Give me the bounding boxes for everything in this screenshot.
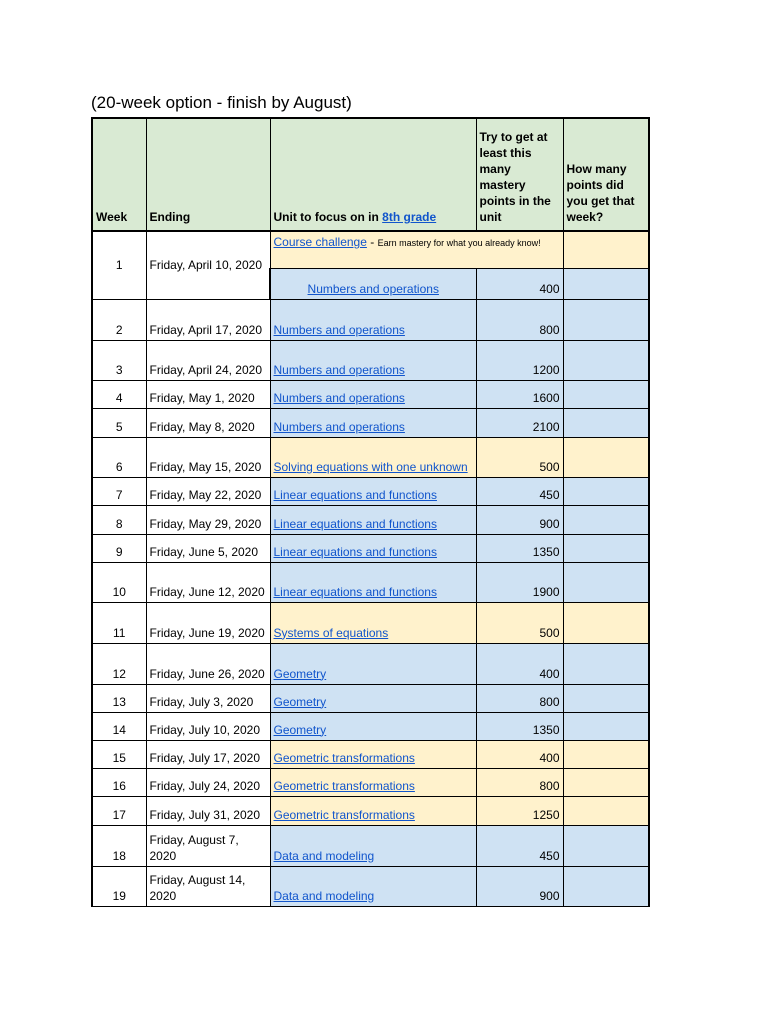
ending-cell: Friday, April 24, 2020 <box>146 340 270 380</box>
unit-link[interactable]: Data and modeling <box>273 848 375 863</box>
unit-link[interactable]: Geometry <box>273 722 327 737</box>
unit-link[interactable]: Linear equations and functions <box>273 487 437 502</box>
week-cell: 17 <box>92 796 146 825</box>
grade-link[interactable]: 8th grade <box>382 210 437 224</box>
points-got-cell[interactable] <box>563 643 649 684</box>
points-cell: 400 <box>476 740 563 768</box>
course-challenge-note: Earn mastery for what you already know! <box>377 238 541 248</box>
unit-cell <box>270 712 476 740</box>
table-row <box>92 380 649 408</box>
points-cell: 1350 <box>476 712 563 740</box>
table-row <box>92 643 649 684</box>
unit-cell <box>270 866 476 906</box>
unit-link[interactable]: Linear equations and functions <box>273 584 437 599</box>
points-cell: 800 <box>476 684 563 712</box>
unit-link[interactable]: Numbers and operations <box>273 362 405 377</box>
table-row <box>92 712 649 740</box>
unit-cell <box>270 477 476 505</box>
points-got-cell[interactable] <box>563 268 649 299</box>
points-cell: 1900 <box>476 562 563 602</box>
unit-link[interactable]: Linear equations and functions <box>273 516 437 531</box>
unit-link[interactable]: Linear equations and functions <box>273 544 437 559</box>
unit-cell <box>270 505 476 534</box>
points-got-cell[interactable] <box>563 684 649 712</box>
points-got-cell[interactable] <box>563 437 649 477</box>
week-cell: 2 <box>92 299 146 340</box>
unit-link[interactable]: Geometric transformations <box>273 778 415 793</box>
unit-link[interactable]: Numbers and operations <box>273 390 405 405</box>
table-row <box>92 340 649 380</box>
points-got-cell[interactable] <box>563 477 649 505</box>
unit-cell <box>270 602 476 643</box>
unit-link[interactable]: Geometric transformations <box>273 750 415 765</box>
points-got-cell[interactable] <box>563 380 649 408</box>
week-cell: 1 <box>92 231 146 299</box>
points-cell: 400 <box>476 643 563 684</box>
header-week: Week <box>92 118 146 231</box>
week-cell: 5 <box>92 408 146 437</box>
header-ending: Ending <box>146 118 270 231</box>
ending-cell: Friday, August 7, 2020 <box>146 825 270 866</box>
points-cell: 450 <box>476 825 563 866</box>
table-row <box>92 740 649 768</box>
ending-cell: Friday, July 10, 2020 <box>146 712 270 740</box>
course-challenge-cell <box>270 231 563 268</box>
unit-cell <box>270 340 476 380</box>
separator: - <box>366 235 378 249</box>
unit-cell <box>270 299 476 340</box>
week-cell: 16 <box>92 768 146 796</box>
points-cell: 800 <box>476 299 563 340</box>
points-got-cell[interactable] <box>563 562 649 602</box>
table-row <box>92 408 649 437</box>
table-row <box>92 684 649 712</box>
ending-cell: Friday, August 14, 2020 <box>146 866 270 906</box>
ending-cell: Friday, July 3, 2020 <box>146 684 270 712</box>
week-cell: 7 <box>92 477 146 505</box>
week-cell: 8 <box>92 505 146 534</box>
course-challenge-link[interactable]: Course challenge <box>273 235 367 249</box>
unit-cell <box>270 684 476 712</box>
points-got-cell[interactable] <box>563 602 649 643</box>
header-got: How many points did you get that week? <box>563 118 649 231</box>
points-cell: 400 <box>476 268 563 299</box>
table-row <box>92 505 649 534</box>
unit-cell <box>270 643 476 684</box>
points-got-cell[interactable] <box>563 796 649 825</box>
ending-cell: Friday, May 22, 2020 <box>146 477 270 505</box>
unit-link[interactable]: Numbers and operations <box>273 419 405 434</box>
week-cell: 14 <box>92 712 146 740</box>
unit-cell <box>270 437 476 477</box>
points-got-cell[interactable] <box>563 231 649 268</box>
points-cell: 450 <box>476 477 563 505</box>
ending-cell: Friday, July 31, 2020 <box>146 796 270 825</box>
ending-cell: Friday, July 24, 2020 <box>146 768 270 796</box>
points-got-cell[interactable] <box>563 866 649 906</box>
unit-link[interactable]: Solving equations with one unknown <box>273 459 468 474</box>
table-row <box>92 562 649 602</box>
points-cell: 1600 <box>476 380 563 408</box>
table-row <box>92 299 649 340</box>
ending-cell: Friday, May 15, 2020 <box>146 437 270 477</box>
points-cell: 900 <box>476 866 563 906</box>
week-cell: 15 <box>92 740 146 768</box>
points-cell: 1200 <box>476 340 563 380</box>
week-cell: 18 <box>92 825 146 866</box>
table-row <box>92 534 649 562</box>
week-cell: 9 <box>92 534 146 562</box>
week-cell: 12 <box>92 643 146 684</box>
unit-link[interactable]: Systems of equations <box>273 625 389 640</box>
ending-cell: Friday, June 26, 2020 <box>146 643 270 684</box>
unit-cell <box>270 562 476 602</box>
unit-cell <box>270 768 476 796</box>
points-cell: 2100 <box>476 408 563 437</box>
header-unit-prefix: Unit to focus on in <box>273 210 383 224</box>
week-cell: 4 <box>92 380 146 408</box>
page-title: (20-week option - finish by August) <box>91 93 352 112</box>
ending-cell: Friday, May 29, 2020 <box>146 505 270 534</box>
week-cell: 11 <box>92 602 146 643</box>
unit-cell <box>270 268 476 299</box>
points-got-cell[interactable] <box>563 505 649 534</box>
header-unit <box>270 118 476 231</box>
points-cell: 500 <box>476 437 563 477</box>
ending-cell: Friday, June 12, 2020 <box>146 562 270 602</box>
table-row <box>92 825 649 866</box>
unit-link[interactable]: Numbers and operations <box>273 322 405 337</box>
unit-cell <box>270 796 476 825</box>
table-row <box>92 231 649 268</box>
unit-cell <box>270 408 476 437</box>
week-cell: 3 <box>92 340 146 380</box>
unit-cell <box>270 825 476 866</box>
unit-cell <box>270 534 476 562</box>
header-points: Try to get at least this many mastery points in the unit <box>476 118 563 231</box>
points-got-cell[interactable] <box>563 299 649 340</box>
table-row <box>92 602 649 643</box>
week-cell: 6 <box>92 437 146 477</box>
table-row <box>92 768 649 796</box>
unit-link[interactable]: Numbers and operations <box>307 281 439 296</box>
week-cell: 10 <box>92 562 146 602</box>
points-got-cell[interactable] <box>563 768 649 796</box>
points-got-cell[interactable] <box>563 408 649 437</box>
unit-cell <box>270 380 476 408</box>
points-cell: 1250 <box>476 796 563 825</box>
ending-cell: Friday, July 17, 2020 <box>146 740 270 768</box>
ending-cell: Friday, May 1, 2020 <box>146 380 270 408</box>
ending-cell: Friday, June 5, 2020 <box>146 534 270 562</box>
unit-cell <box>270 740 476 768</box>
table-row <box>92 866 649 906</box>
unit-link[interactable]: Geometry <box>273 666 327 681</box>
points-cell: 800 <box>476 768 563 796</box>
points-got-cell[interactable] <box>563 712 649 740</box>
points-got-cell[interactable] <box>563 825 649 866</box>
points-cell: 500 <box>476 602 563 643</box>
unit-link[interactable]: Data and modeling <box>273 888 375 903</box>
week-cell: 13 <box>92 684 146 712</box>
ending-cell: Friday, April 10, 2020 <box>146 231 270 299</box>
ending-cell: Friday, April 17, 2020 <box>146 299 270 340</box>
ending-cell: Friday, May 8, 2020 <box>146 408 270 437</box>
points-got-cell[interactable] <box>563 740 649 768</box>
schedule-table <box>91 117 650 907</box>
ending-cell: Friday, June 19, 2020 <box>146 602 270 643</box>
table-row <box>92 437 649 477</box>
table-row <box>92 796 649 825</box>
points-got-cell[interactable] <box>563 340 649 380</box>
points-cell: 900 <box>476 505 563 534</box>
unit-link[interactable]: Geometric transformations <box>273 807 415 822</box>
points-got-cell[interactable] <box>563 534 649 562</box>
week-cell: 19 <box>92 866 146 906</box>
points-cell: 1350 <box>476 534 563 562</box>
unit-link[interactable]: Geometry <box>273 694 327 709</box>
table-row <box>92 477 649 505</box>
